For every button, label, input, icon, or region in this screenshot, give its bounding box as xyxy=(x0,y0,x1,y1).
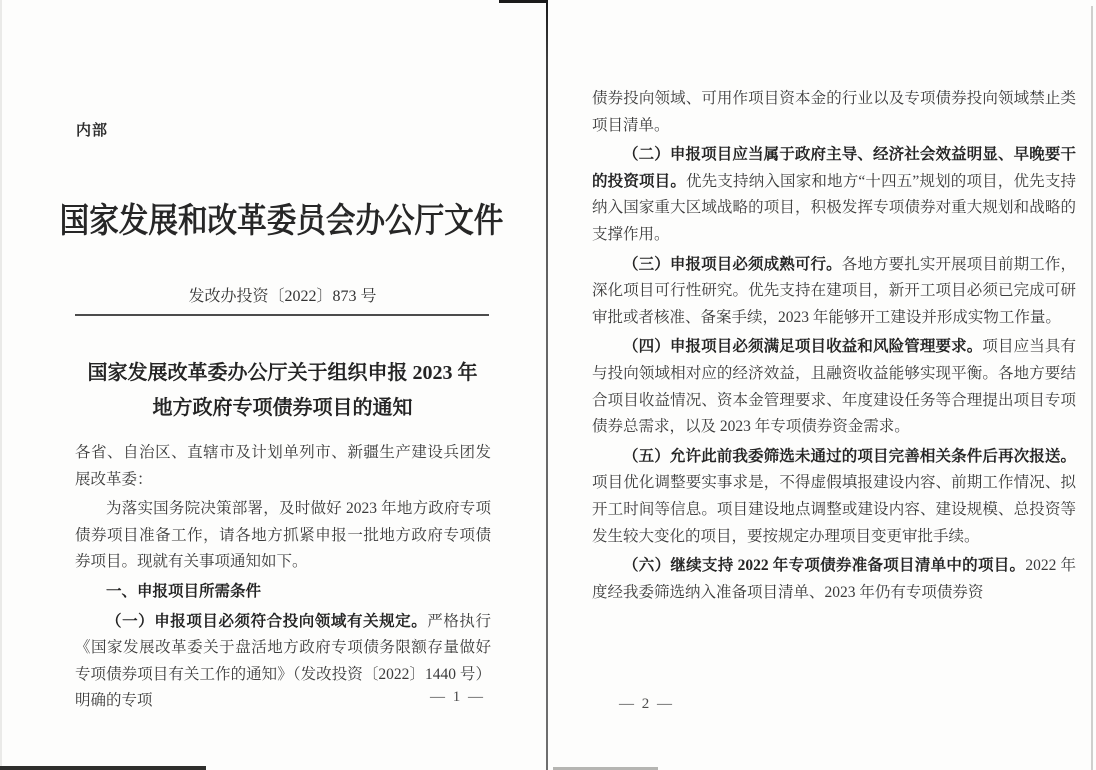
letterhead-title: 国家发展和改革委员会办公厅文件 xyxy=(59,203,504,240)
item-3-rest: 各地方要扎实开展项目前期工作，深化项目可行性研究。优先支持在建项目，新开工项目必须已完成可研审批或者核准、备案手续，2023 年能够开工建设并形成实物工作量。 xyxy=(592,255,1076,326)
scan-artifact-bottom-strip xyxy=(0,766,206,770)
page-2 xyxy=(549,0,1096,770)
page-number-1: — 1 — xyxy=(430,689,485,705)
item-1-lead: （一）申报项目必须符合投向领域有关规定。 xyxy=(106,612,428,630)
item-3-paragraph xyxy=(592,252,1076,332)
item-4-rest: 项目应当具有与投向领域相对应的经济效益，且融资收益能够实现平衡。各地方要结合项目收益情况、资本金管理要求、年度建设任务等合理提出项目专项债券总需求，以及 2023 年专项债券资金需求。 xyxy=(592,338,1076,436)
section-heading: 一、申报项目所需条件 xyxy=(106,582,262,600)
intro-paragraph: 为落实国务院决策部署，及时做好 2023 年地方政府专项债券项目准备工作，请各地方抓紧申报一批地方政府专项债券项目。现就有关事项通知如下。 xyxy=(75,500,491,571)
page-1 xyxy=(0,0,547,770)
item-2-paragraph xyxy=(592,142,1076,248)
continuation-paragraph: 债券投向领域、可用作项目资本金的行业以及专项债券投向领域禁止类项目清单。 xyxy=(592,90,1076,134)
page-number-2: — 2 — xyxy=(619,696,674,712)
item-1-rest: 严格执行《国家发展改革委关于盘活地方政府专项债务限额存量做好专项债券项目有关工作的通知》（发改投资〔2022〕1440 号）明确的专项 xyxy=(75,612,491,710)
letterhead-divider-rule xyxy=(75,314,489,316)
document-title-line1: 国家发展改革委办公厅关于组织申报 2023 年 xyxy=(87,362,478,384)
salutation: 各省、自治区、直辖市及计划单列市、新疆生产建设兵团发展改革委： xyxy=(75,444,491,488)
scan-artifact-top-cap xyxy=(499,0,548,3)
item-5-paragraph xyxy=(592,444,1076,550)
item-6-lead: （六）继续支持 2022 年专项债券准备项目清单中的项目。 xyxy=(623,557,1026,575)
item-5-lead: （五）允许此前我委筛选未通过的项目完善相关条件后再次报送。 xyxy=(623,447,1076,465)
item-6-paragraph xyxy=(592,553,1076,606)
item-4-paragraph xyxy=(592,334,1076,440)
security-classification-label: 内部 xyxy=(76,122,109,139)
scan-artifact-right-edge xyxy=(1091,6,1093,770)
item-1-paragraph xyxy=(75,609,491,715)
item-6-rest: 2022 年度经我委筛选纳入准备项目清单、2023 年仍有专项债券资 xyxy=(592,557,1076,601)
item-5-rest: 项目优化调整要实事求是，不得虚假填报建设内容、前期工作情况、拟开工时间等信息。项目建设地点调整或建设内容、建设规模、总投资等发生较大变化的项目，要按规定办理项目变更审批手续。 xyxy=(592,474,1076,545)
item-2-lead: （二）申报项目应当属于政府主导、经济社会效益明显、早晚要干的投资项目。 xyxy=(592,146,1076,190)
document-title-line2: 地方政府专项债券项目的通知 xyxy=(152,397,413,419)
scan-artifact-left-edge xyxy=(0,0,2,770)
item-4-lead: （四）申报项目必须满足项目收益和风险管理要求。 xyxy=(623,338,983,356)
document-title xyxy=(55,356,510,426)
page-divider-line xyxy=(546,0,548,770)
document-number: 发改办投资〔2022〕873 号 xyxy=(188,288,377,305)
page1-body xyxy=(75,440,491,718)
page2-body xyxy=(592,86,1076,609)
item-3-lead: （三）申报项目必须成熟可行。 xyxy=(623,255,842,273)
item-2-rest: 优先支持纳入国家和地方“十四五”规划的项目，优先支持纳入国家重大区域战略的项目，积极发挥专项债券对重大规划和战略的支撑作用。 xyxy=(592,172,1076,243)
